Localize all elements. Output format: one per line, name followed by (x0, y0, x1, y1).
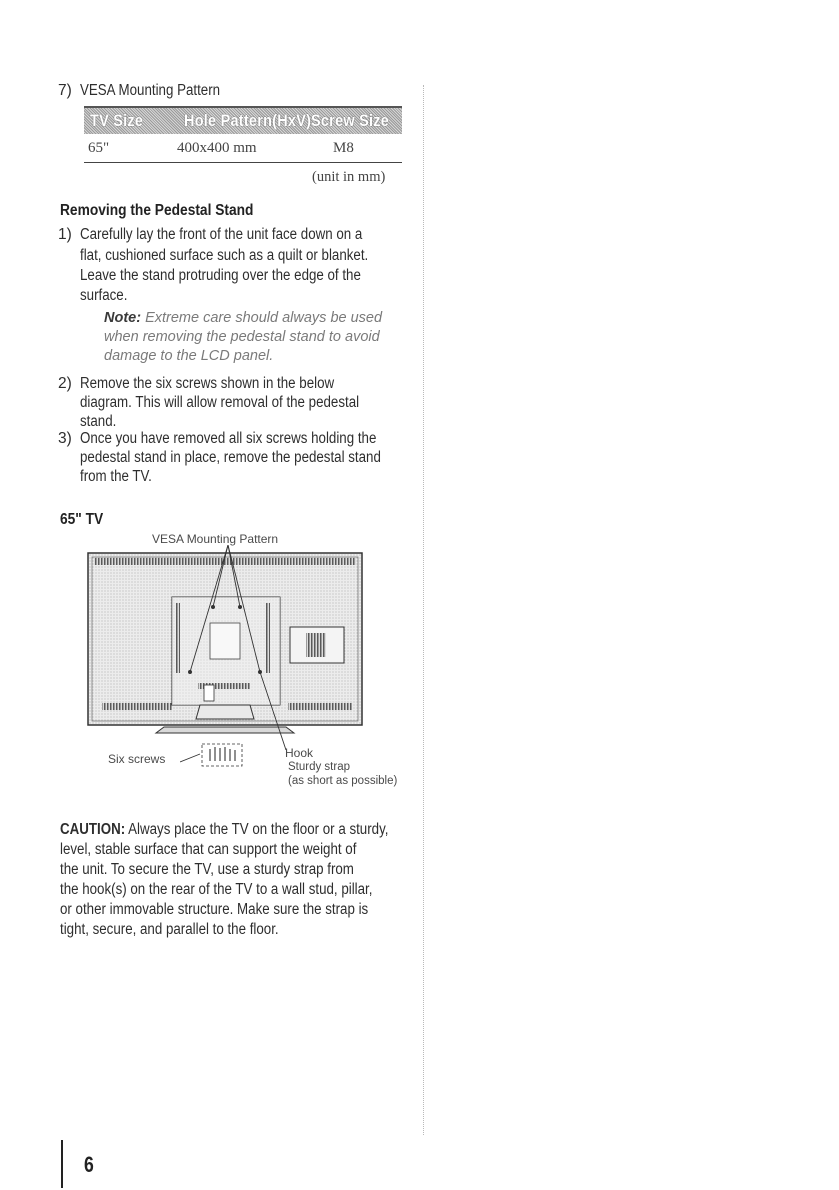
pedestal-neck (196, 705, 254, 719)
table-header (84, 106, 402, 134)
unit-note: (unit in mm) (312, 169, 386, 185)
table-cell: M8 (333, 140, 354, 156)
caution-line (60, 820, 388, 839)
pedestal-base (156, 727, 294, 733)
caution-label: CAUTION: (60, 821, 126, 838)
six-screws-label: Six screws (108, 752, 166, 766)
caution-line: or other immovable structure. Make sure the strap is (60, 901, 369, 918)
step-line: surface. (80, 287, 128, 304)
column-divider (423, 85, 424, 1135)
caution-line: the hook(s) on the rear of the TV to a wall stud, pillar, (60, 881, 373, 898)
section-heading: Removing the Pedestal Stand (60, 202, 254, 219)
step-line: pedestal stand in place, remove the pedestal stand (80, 449, 381, 466)
hook-label: Hook (285, 746, 314, 760)
note-line: damage to the LCD panel. (104, 348, 274, 364)
note-line (104, 309, 382, 328)
item-title: VESA Mounting Pattern (80, 82, 221, 99)
step-line: Once you have removed all six screws holding the (80, 430, 377, 447)
figure-heading: 65" TV (60, 511, 104, 528)
screws-callout (180, 740, 260, 772)
table-header-cell: TV Size (90, 111, 144, 130)
bottom-vent-left (102, 703, 172, 710)
step-line: Remove the six screws shown in the below (80, 375, 335, 392)
page-marker-bar (61, 1140, 63, 1188)
table-cell: 65" (88, 140, 110, 156)
vesa-pattern-label: VESA Mounting Pattern (152, 532, 279, 546)
step-line: flat, cushioned surface such as a quilt or blanket. (80, 247, 369, 264)
step-number: 1) (58, 226, 72, 243)
screws-box (202, 744, 242, 766)
note-text: Extreme care should always be used (145, 310, 383, 326)
note-label: Note: (104, 310, 142, 326)
step-line: diagram. This will allow removal of the pedestal (80, 394, 360, 411)
table-header-cell: Screw Size (311, 111, 390, 130)
step-line: Leave the stand protruding over the edge of the (80, 267, 361, 284)
strap-note: (as short as possible) (288, 775, 398, 787)
bottom-vent-right (288, 703, 352, 710)
strap-label: Sturdy strap (288, 761, 350, 773)
page-number: 6 (84, 1152, 94, 1177)
caution-text: Always place the TV on the floor or a sturdy, (128, 821, 389, 838)
step-line: stand. (80, 413, 117, 430)
step-number: 3) (58, 430, 72, 447)
caution-line: tight, secure, and parallel to the floor. (60, 921, 279, 938)
table-cell: 400x400 mm (177, 140, 257, 156)
tv-rear-diagram (80, 545, 380, 750)
note-line: when removing the pedestal stand to avoid (104, 329, 380, 345)
table-bottom-rule (84, 162, 402, 163)
table-header-cell: Hole Pattern(HxV) (184, 111, 312, 130)
caution-line: level, stable surface that can support the weight of (60, 841, 357, 858)
caution-line: the unit. To secure the TV, use a sturdy strap from (60, 861, 354, 878)
item-number: 7) (58, 82, 72, 99)
step-number: 2) (58, 375, 72, 392)
step-line: from the TV. (80, 468, 152, 485)
screw-icon (210, 747, 235, 761)
step-line: Carefully lay the front of the unit face down on a (80, 226, 363, 243)
